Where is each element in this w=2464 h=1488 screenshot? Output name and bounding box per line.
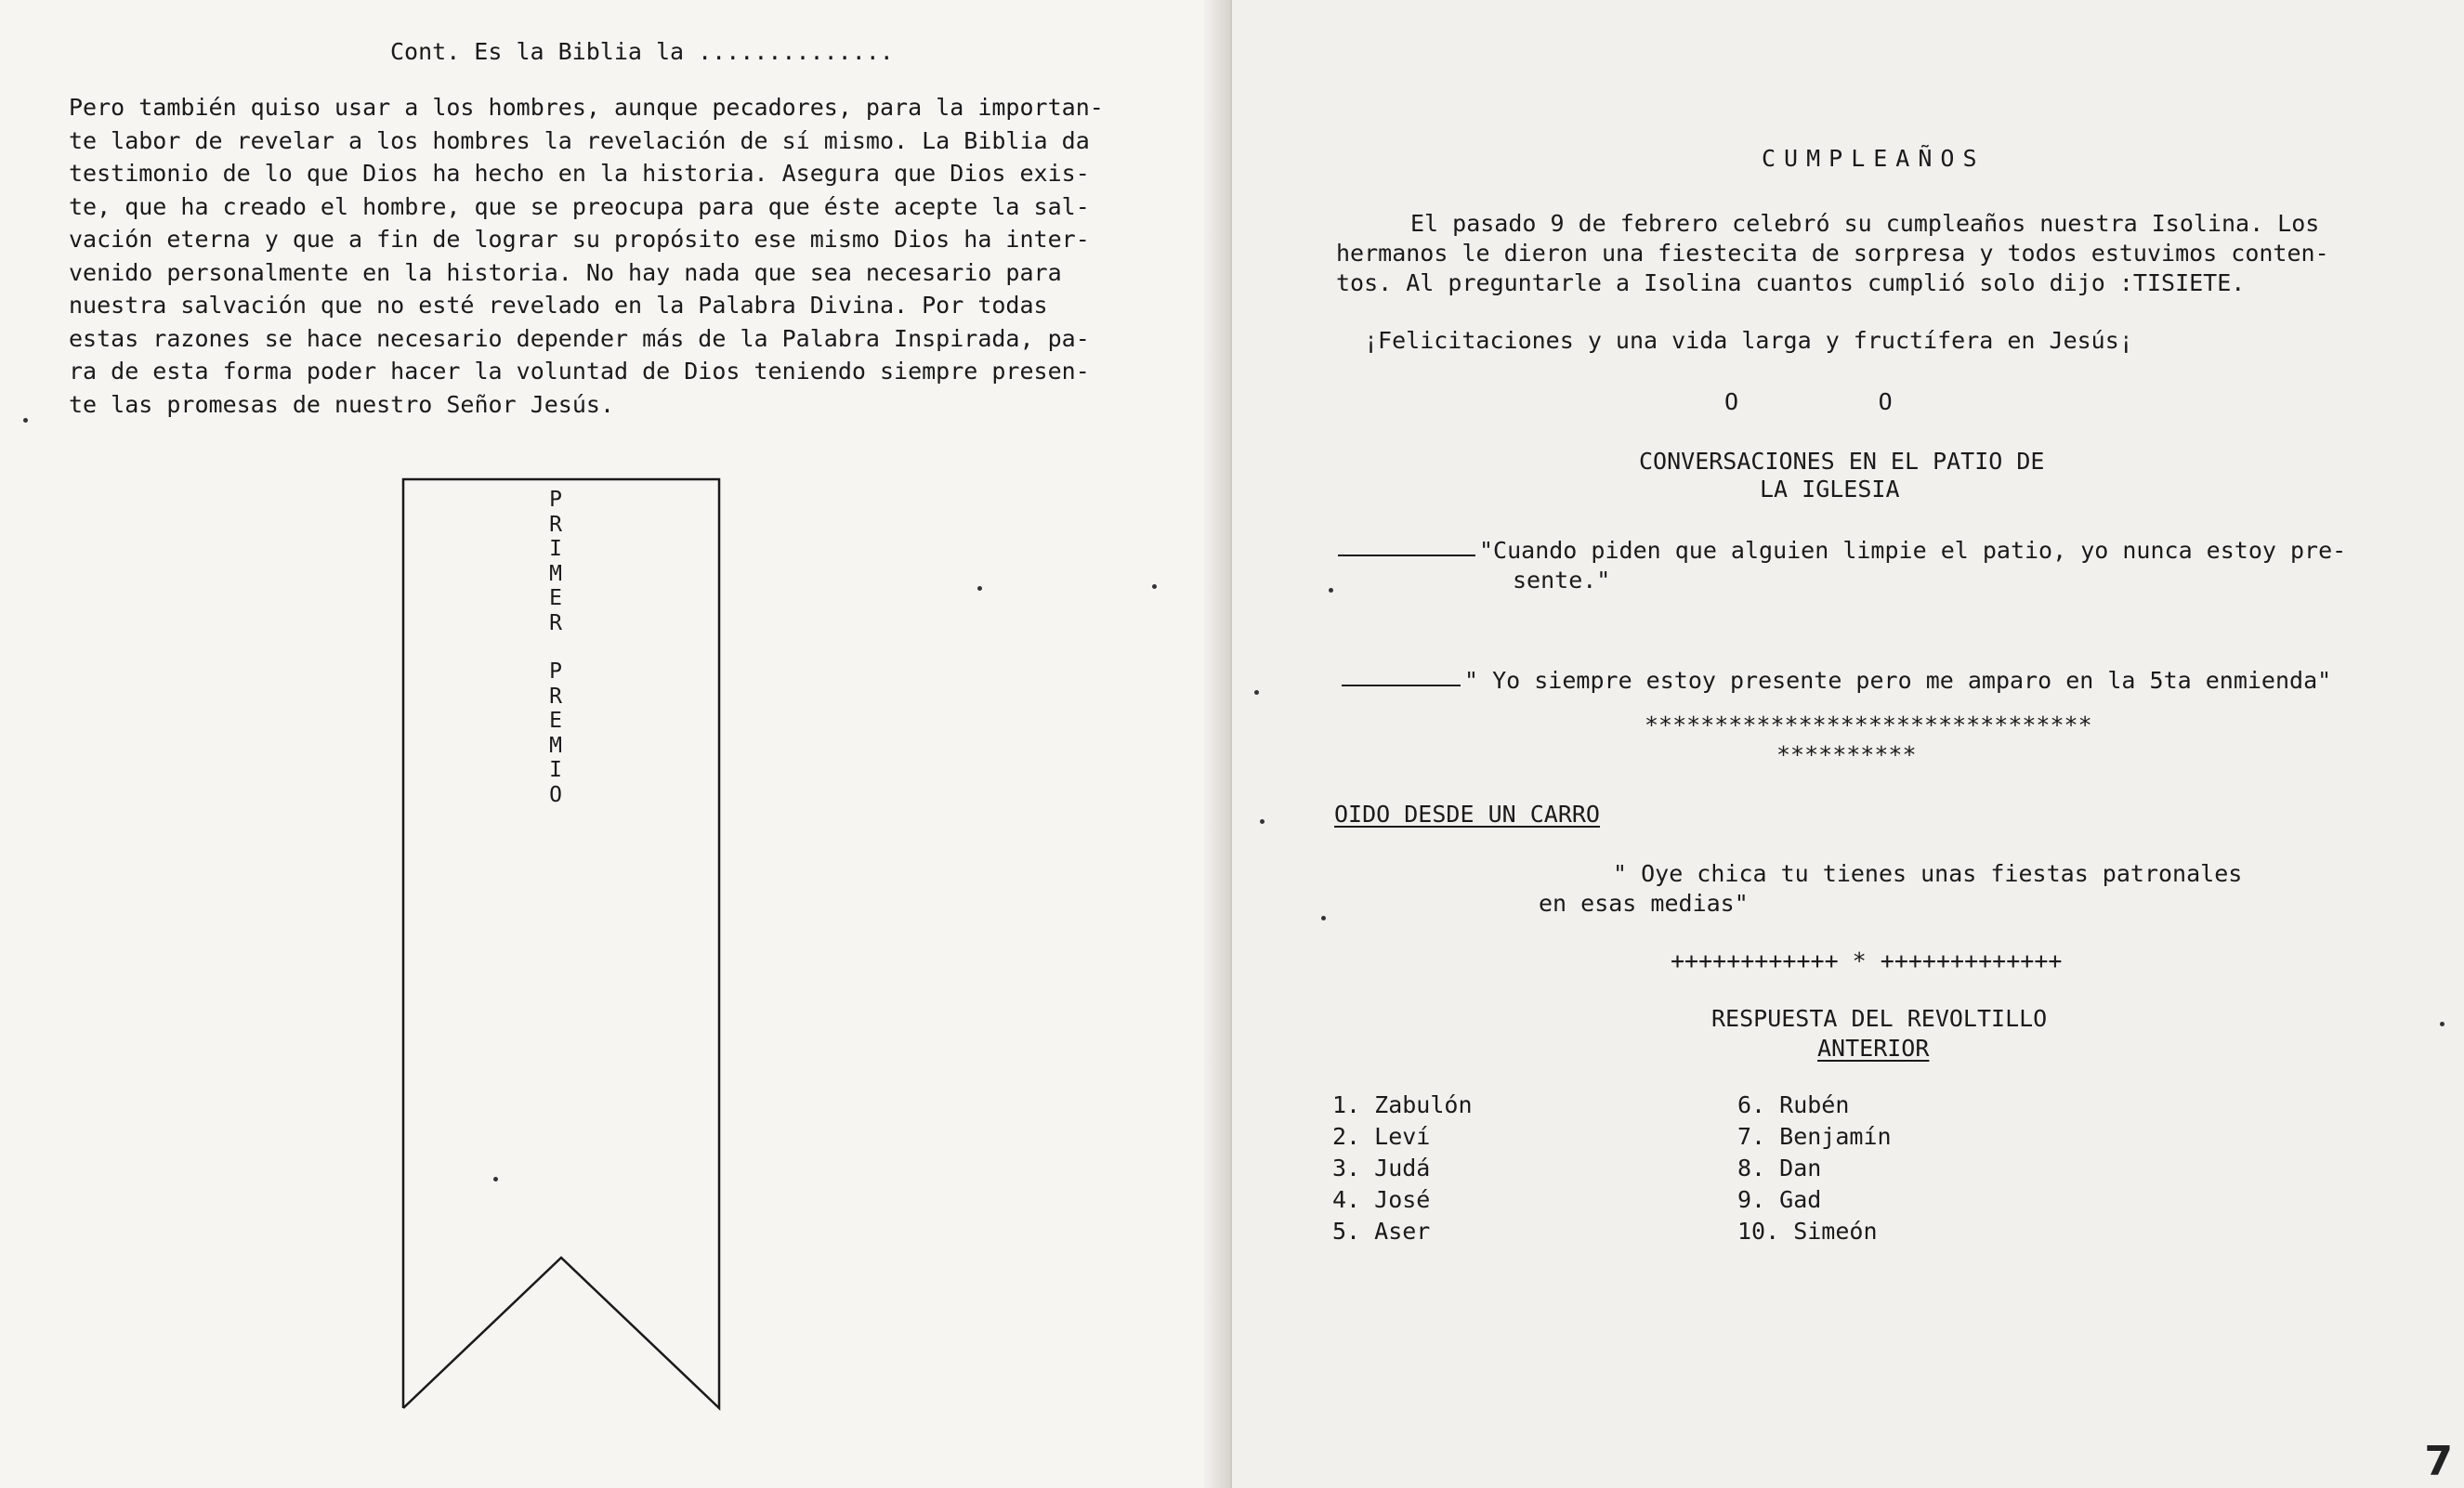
- banner-letter: M: [549, 561, 562, 586]
- banner-letter: P: [549, 488, 562, 512]
- birthday-line: hermanos le dieron una fiestecita de sorpresa y todos estuvimos conten-: [1336, 240, 2329, 267]
- banner-letters: [544, 488, 567, 807]
- speck: [493, 1177, 498, 1181]
- paragraph-line: te labor de revelar a los hombres la revelación de sí mismo. La Biblia da: [69, 126, 1090, 154]
- banner-letter: R: [549, 610, 562, 635]
- banner-letter: I: [549, 537, 562, 561]
- quote-text: "Cuando piden que alguien limpie el patio, yo nunca estoy pre-: [1479, 537, 2347, 564]
- answer-title: RESPUESTA DEL REVOLTILLO: [1711, 1005, 2048, 1032]
- paragraph-line: te, que ha creado el hombre, que se preocupa para que éste acepte la sal-: [69, 192, 1090, 220]
- car-title: OIDO DESDE UN CARRO: [1334, 801, 1600, 828]
- birthday-line: tos. Al preguntarle a Isolina cuantos cumplió solo dijo :TISIETE.: [1336, 269, 2246, 296]
- speck: [1260, 819, 1265, 824]
- separator-oo: O O: [1724, 388, 1893, 415]
- speck: [1254, 690, 1259, 695]
- banner-letter: O: [549, 782, 562, 807]
- paragraph-line: venido personalmente en la historia. No hay nada que sea necesario para: [69, 258, 1062, 286]
- banner-letter: E: [549, 586, 562, 610]
- list-item: 3. Judá: [1332, 1155, 1431, 1181]
- list-item: 8. Dan: [1737, 1155, 1822, 1181]
- list-item: 4. José: [1332, 1186, 1431, 1213]
- birthday-congrats: ¡Felicitaciones y una vida larga y fructífera en Jesús¡: [1364, 327, 2133, 354]
- stars-separator: ********************************: [1645, 711, 2092, 738]
- left-heading: Cont. Es la Biblia la ..............: [390, 38, 894, 65]
- answer-list-left: [1332, 1090, 1473, 1247]
- plus-separator: ++++++++++++ * +++++++++++++: [1671, 947, 2063, 974]
- banner-letter: M: [549, 733, 562, 758]
- paragraph-line: ra de esta forma poder hacer la voluntad de Dios teniendo siempre presen-: [69, 358, 1090, 385]
- list-item: 2. Leví: [1332, 1123, 1431, 1150]
- quote-text: " Yo siempre estoy presente pero me amparo en la 5ta enmienda": [1464, 667, 2332, 694]
- paragraph-line: estas razones se hace necesario depender más de la Palabra Inspirada, pa-: [69, 324, 1090, 352]
- conversations-title: CONVERSACIONES EN EL PATIO DE: [1639, 448, 2045, 475]
- car-quote: " Oye chica tu tienes unas fiestas patronales: [1613, 860, 2243, 887]
- car-quote: en esas medias": [1539, 890, 1749, 917]
- list-item: 7. Benjamín: [1737, 1123, 1892, 1150]
- blank-line: [1342, 685, 1461, 686]
- blank-line: [1338, 555, 1475, 556]
- paragraph-line: testimonio de lo que Dios ha hecho en la historia. Asegura que Dios exis-: [69, 160, 1090, 187]
- list-item: 6. Rubén: [1737, 1091, 1850, 1118]
- page-number: 7: [2424, 1438, 2453, 1485]
- paragraph-line: vación eterna y que a fin de lograr su propósito ese mismo Dios ha inter-: [69, 226, 1090, 253]
- birthday-line: El pasado 9 de febrero celebró su cumpleaños nuestra Isolina. Los: [1410, 210, 2320, 237]
- banner-letter: E: [549, 709, 562, 733]
- banner-letter: R: [549, 512, 562, 537]
- right-page: [1232, 0, 2464, 1488]
- speck: [1329, 588, 1333, 593]
- list-item: 10. Simeón: [1737, 1218, 1878, 1245]
- speck: [977, 586, 982, 591]
- conversation-quote-1: [1338, 535, 2346, 567]
- answer-list-right: [1737, 1090, 1892, 1247]
- conversation-quote-2: [1342, 665, 2331, 697]
- paragraph-line: nuestra salvación que no esté revelado en la Palabra Divina. Por todas: [69, 292, 1048, 319]
- list-item: 1. Zabulón: [1332, 1091, 1473, 1118]
- banner-spacer: [544, 635, 567, 659]
- speck: [1321, 916, 1326, 920]
- stars-separator: **********: [1776, 741, 1917, 768]
- conversation-quote-1-cont: sente.": [1513, 567, 1611, 594]
- banner-letter: P: [549, 659, 562, 684]
- birthday-title: CUMPLEAÑOS: [1762, 145, 1986, 172]
- speck: [1152, 584, 1157, 589]
- paragraph-line: te las promesas de nuestro Señor Jesús.: [69, 390, 614, 418]
- speck: [23, 418, 28, 423]
- left-paragraph: [69, 91, 1104, 421]
- list-item: 5. Aser: [1332, 1218, 1431, 1245]
- answer-title: ANTERIOR: [1817, 1035, 1930, 1062]
- list-item: 9. Gad: [1737, 1186, 1822, 1213]
- conversations-title: LA IGLESIA: [1760, 476, 1900, 503]
- paragraph-line: Pero también quiso usar a los hombres, aunque pecadores, para la importan-: [69, 94, 1104, 121]
- banner-letter: R: [549, 684, 562, 709]
- banner-letter: I: [549, 758, 562, 782]
- speck: [2440, 1022, 2444, 1026]
